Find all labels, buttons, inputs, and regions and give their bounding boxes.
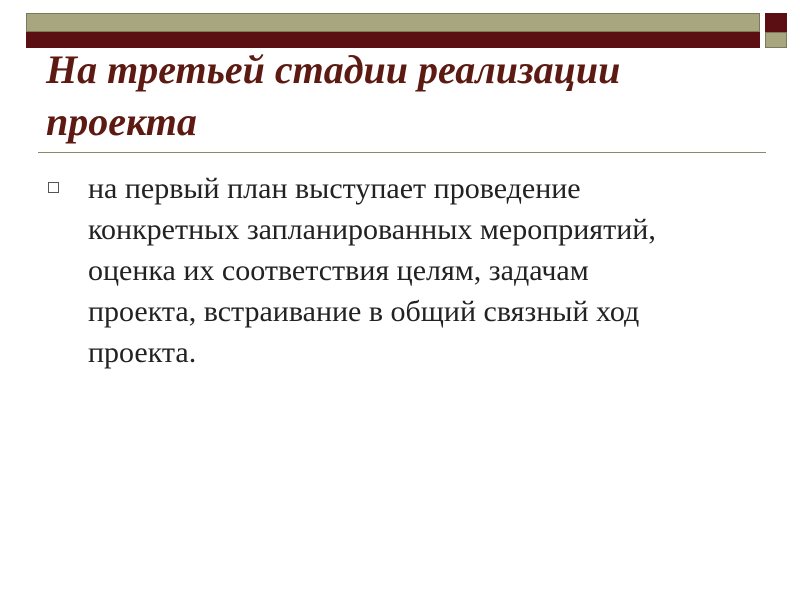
header-square-maroon bbox=[765, 13, 787, 32]
slide-title: На третьей стадии реализации проекта bbox=[46, 47, 621, 144]
bullet-list bbox=[40, 168, 760, 373]
bullet-item bbox=[40, 168, 760, 373]
bullet-text: на первый план выступает проведение конкретных запланированных мероприятий, оценка их соответствия целям, задачам проекта, встраивание в общий связный ход проекта. bbox=[88, 172, 656, 369]
square-bullet-icon bbox=[48, 182, 59, 193]
header-bar-olive bbox=[26, 13, 760, 32]
header-square-olive bbox=[765, 32, 787, 48]
title-divider bbox=[38, 152, 766, 153]
